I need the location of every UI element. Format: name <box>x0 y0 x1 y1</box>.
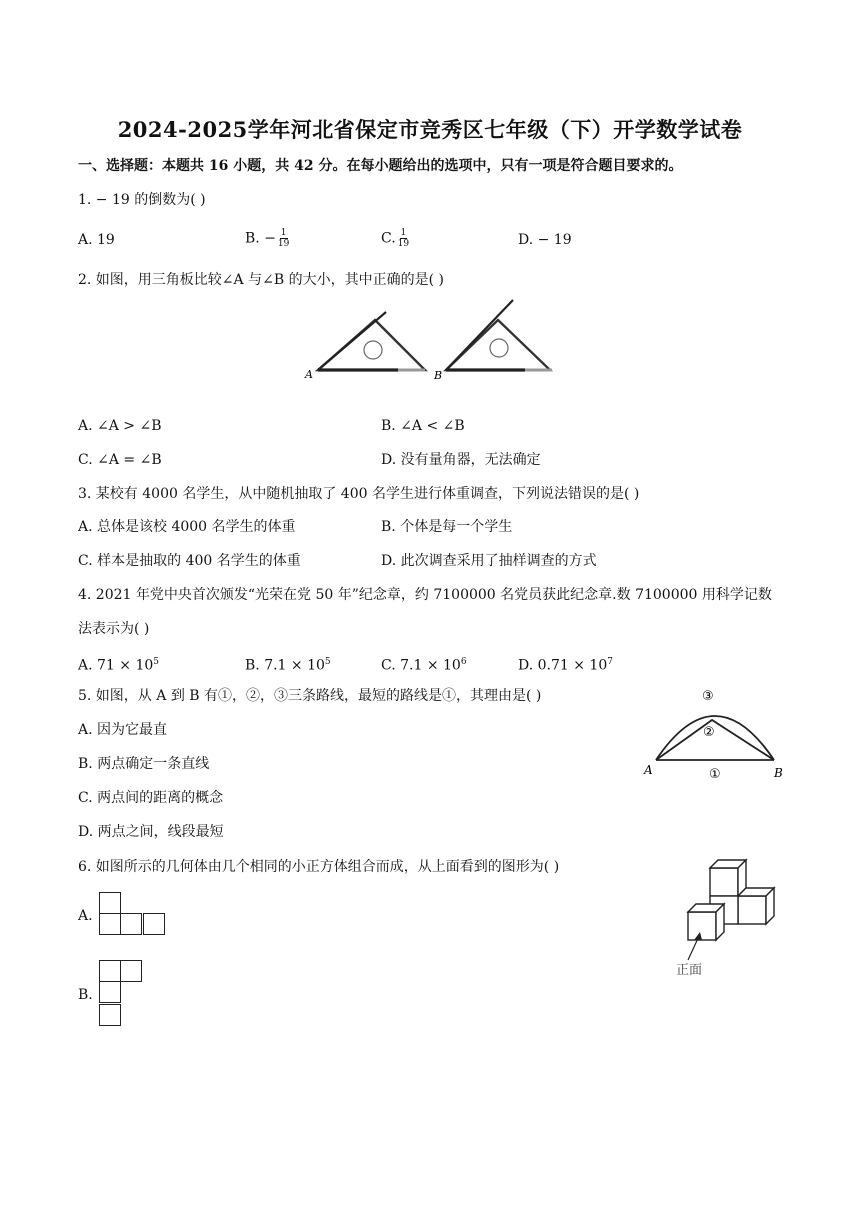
q4-option-b <box>245 652 331 676</box>
q3-option-a: A. 总体是该校 4000 名学生的体重 <box>78 519 296 535</box>
q4-option-c <box>381 652 467 676</box>
grid-square <box>120 913 142 935</box>
route-1-label: ① <box>709 767 721 782</box>
route-3-label: ③ <box>702 689 714 704</box>
route-2-label: ② <box>703 725 715 740</box>
q4-c-exponent: 6 <box>460 657 467 667</box>
q1-c-denominator: 19 <box>397 239 410 249</box>
q1-option-b-prefix: B. − <box>245 230 276 247</box>
q1-option-c <box>381 228 410 249</box>
q3-option-b: B. 个体是每一个学生 <box>381 519 513 535</box>
q6-option-b-figure <box>99 960 145 1028</box>
label-a: A <box>305 368 313 381</box>
q4-c-base: C. 7.1 × 10 <box>381 657 461 674</box>
routes-figure <box>640 682 790 782</box>
right-cube-front <box>738 896 766 924</box>
left-set-square <box>318 320 425 370</box>
q1-option-b <box>245 228 290 249</box>
q4-b-base: B. 7.1 × 10 <box>245 657 325 674</box>
grid-square <box>120 960 142 982</box>
q4-b-exponent: 5 <box>324 657 331 667</box>
question-5-stem: 5. 如图，从 A 到 B 有①，②，③三条路线，最短的路线是①，其理由是( ) <box>78 688 542 704</box>
front-view-label: 正面 <box>676 963 703 978</box>
q1-option-b-fraction <box>277 228 290 249</box>
question-1-stem: 1. − 19 的倒数为( ) <box>78 192 206 208</box>
q2-option-b: B. ∠A < ∠B <box>381 418 465 434</box>
q2-option-a: A. ∠A > ∠B <box>78 418 162 434</box>
grid-square <box>99 892 121 914</box>
route-2-polyline <box>656 720 774 760</box>
q4-a-exponent: 5 <box>153 657 160 667</box>
q6-option-a-figure <box>99 892 169 938</box>
q1-c-numerator: 1 <box>400 228 407 238</box>
right-set-square <box>446 320 550 370</box>
q2-option-d: D. 没有量角器，无法确定 <box>381 452 541 468</box>
grid-square <box>99 981 121 1003</box>
question-6-stem: 6. 如图所示的几何体由几个相同的小正方体组合而成，从上面看到的图形为( ) <box>78 859 560 875</box>
section-heading: 一、选择题：本题共 16 小题，共 42 分。在每小题给出的选项中，只有一项是符合题目要求的。 <box>78 158 683 174</box>
q4-d-exponent: 7 <box>607 657 613 667</box>
q1-b-numerator: 1 <box>280 228 287 238</box>
q5-option-c: C. 两点间的距离的概念 <box>78 790 224 806</box>
q5-option-d: D. 两点之间，线段最短 <box>78 824 224 840</box>
triangle-rulers-figure <box>300 292 570 384</box>
q1-b-denominator: 19 <box>277 239 290 249</box>
q1-option-c-fraction <box>397 228 410 249</box>
q5-option-a: A. 因为它最直 <box>78 722 168 738</box>
question-4-stem-line-1: 4. 2021 年党中央首次颁发“光荣在党 50 年”纪念章，约 7100000 名党员获此纪念章.数 7100000 用科学记数 <box>78 587 772 603</box>
grid-square <box>99 960 121 982</box>
grid-square <box>99 913 121 935</box>
point-a-label: A <box>644 763 653 777</box>
point-b-label: B <box>774 766 783 780</box>
label-b: B <box>434 369 443 382</box>
question-4-stem-line-2: 法表示为( ) <box>78 621 150 637</box>
front-cube-front <box>688 912 716 940</box>
grid-square <box>99 1004 121 1026</box>
q5-option-b: B. 两点确定一条直线 <box>78 756 210 772</box>
q4-option-d <box>518 652 613 676</box>
q6-option-b-label: B. <box>78 987 93 1003</box>
q4-d-base: D. 0.71 × 10 <box>518 657 608 674</box>
q3-option-d: D. 此次调查采用了抽样调查的方式 <box>381 553 597 569</box>
page-title: 2024-2025学年河北省保定市竞秀区七年级（下）开学数学试卷 <box>117 117 743 142</box>
q6-option-a-label: A. <box>78 908 93 924</box>
grid-square <box>143 913 165 935</box>
question-2-stem: 2. 如图，用三角板比较∠A 与∠B 的大小，其中正确的是( ) <box>78 272 444 288</box>
q1-option-d: D. − 19 <box>518 232 572 248</box>
q1-option-a: A. 19 <box>78 232 115 248</box>
q2-option-c: C. ∠A = ∠B <box>78 452 162 468</box>
q1-option-c-prefix: C. <box>381 230 396 247</box>
cubes-solid-figure <box>668 856 788 981</box>
q4-option-a <box>78 652 159 676</box>
q4-a-base: A. 71 × 10 <box>78 657 154 674</box>
question-3-stem: 3. 某校有 4000 名学生，从中随机抽取了 400 名学生进行体重调查，下列说法错误的是( ) <box>78 486 640 502</box>
top-cube-front <box>710 868 738 896</box>
q3-option-c: C. 样本是抽取的 400 名学生的体重 <box>78 553 301 569</box>
